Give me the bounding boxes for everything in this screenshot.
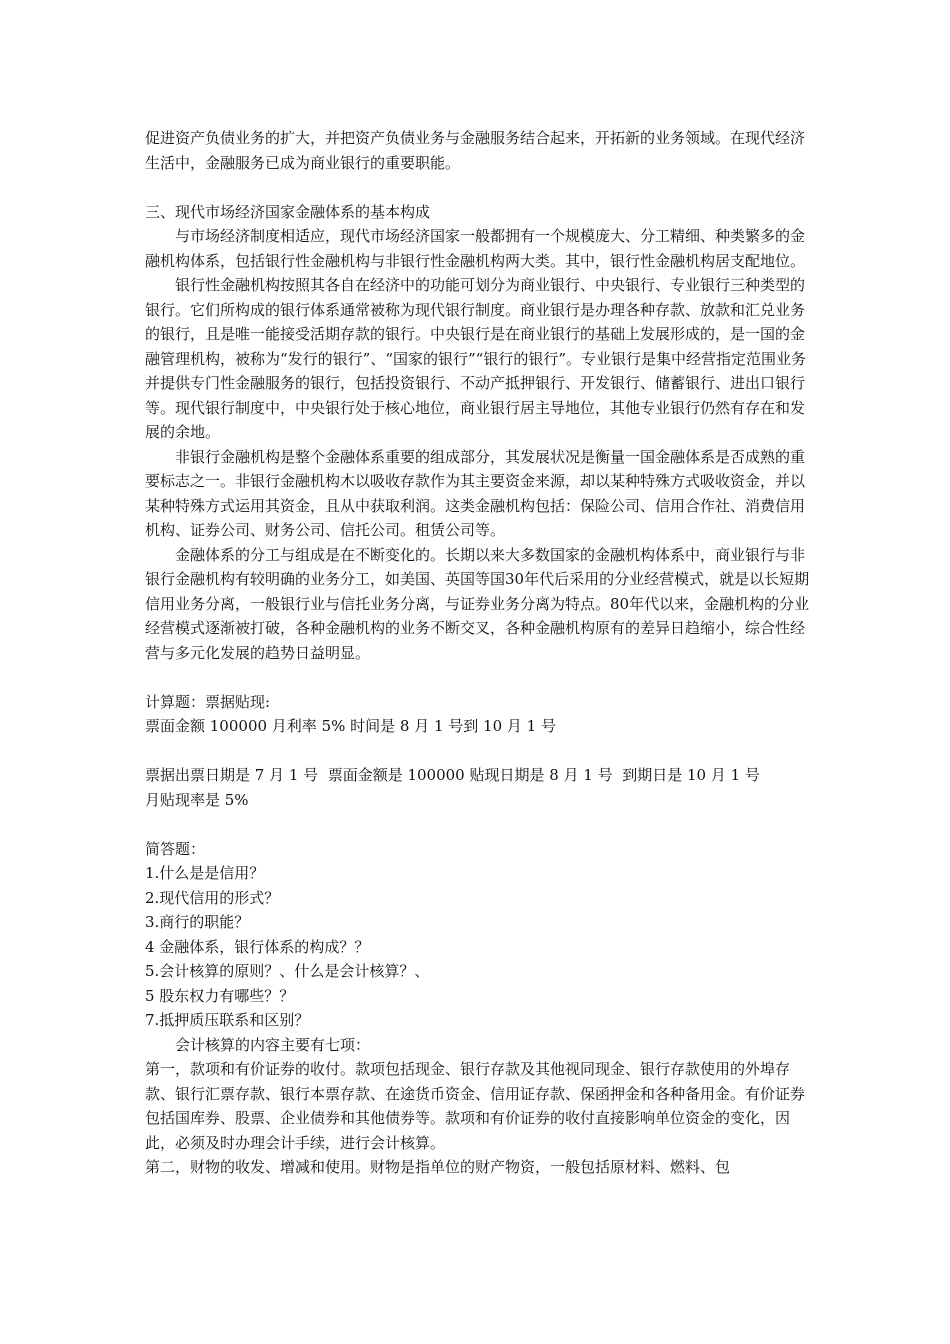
accounting-item: 第二，财物的收发、增减和使用。财物是指单位的财产物资，一般包括原材料、燃料、包 xyxy=(145,1158,731,1176)
accounting-intro: 会计核算的内容主要有七项： xyxy=(175,1035,371,1054)
paragraph-nonbank-institutions: 非银行金融机构是整个金融体系重要的组成部分，其发展状况是衡量一国金融体系是否成熟的重要标志之一。非银行金融机构木以吸收存款作为其主要资金来源，却以某种特殊方式吸收资金，并以某种特殊方式运用其资金，且从中获取利润。这类金融机构包括：保险公司、信用合作社、消费信用机构、证券公司、财务公司、信托公司。租赁公司等。 xyxy=(145,447,806,539)
question-item: 4 金融体系，银行体系的构成？？ xyxy=(145,937,370,956)
calc-line: 票面金额 100000 月利率 5% 时间是 8 月 1 号到 10 月 1 号 xyxy=(145,717,556,735)
paragraph-division-of-labor: 金融体系的分工与组成是在不断变化的。长期以来大多数国家的金融机构体系中，商业银行与非银行金融机构有较明确的业务分工，如美国、英国等国30年代后采用的分业经营模式，就是以长短期信用业务分离，一般银行业与信托业务分离，与证券业务分离为特点。80年代以来，金融机构的分业经营模式逐渐被打破，各种金融机构的业务不断交叉，各种金融机构原有的差异日趋缩小，综合性经营与多元化发展的趋势日益明显。 xyxy=(145,545,810,662)
document-body xyxy=(145,126,815,1180)
spacer xyxy=(145,175,815,200)
spacer xyxy=(145,739,815,764)
calc-line: 票据出票日期是 7 月 1 号 票面金额是 100000 贴现日期是 8 月 1 号 到期日是 10 月 1 号 xyxy=(145,766,760,784)
question-item: 1.什么是是信用？ xyxy=(145,864,265,882)
spacer xyxy=(145,665,815,690)
question-item: 7.抵押质压联系和区别？ xyxy=(145,1011,310,1029)
section-heading: 三、现代市场经济国家金融体系的基本构成 xyxy=(145,202,431,221)
calc-heading: 计算题：票据贴现: xyxy=(145,692,271,711)
calc-line: 月贴现率是 5% xyxy=(145,790,249,809)
paragraph-financial-system: 与市场经济制度相适应，现代市场经济国家一般都拥有一个规模庞大、分工精细、种类繁多的金融机构体系，包括银行性金融机构与非银行性金融机构两大类。其中，银行性金融机构居支配地位。 xyxy=(145,227,806,270)
question-item: 3.商行的职能？ xyxy=(145,913,250,931)
spacer xyxy=(145,812,815,837)
qa-heading: 简答题： xyxy=(145,839,206,858)
paragraph-bank-institutions: 银行性金融机构按照其各自在经济中的功能可划分为商业银行、中央银行、专业银行三种类型的银行。它们所构成的银行体系通常被称为现代银行制度。商业银行是办理各种存款、放款和汇兑业务的银行，且是唯一能接受活期存款的银行。中央银行是在商业银行的基础上发展形成的，是一国的金融管理机构，被称为“发行的银行”、“国家的银行”“银行的银行”。专业银行是集中经营指定范围业务并提供专门性金融服务的银行，包括投资银行、不动产抵押银行、开发银行、储蓄银行、进出口银行等。现代银行制度中，中央银行处于核心地位，商业银行居主导地位，其他专业银行仍然有存在和发展的余地。 xyxy=(145,276,807,441)
accounting-item: 第一，款项和有价证券的收付。款项包括现金、银行存款及其他视同现金、银行存款使用的外埠存款、银行汇票存款、银行本票存款、在途货币资金、信用证存款、保函押金和各种备用金。有价证券包括国库券、股票、企业债券和其他债券等。款项和有价证券的收付直接影响单位资金的变化，因此，必须及时办理会计手续，进行会计核算。 xyxy=(145,1060,806,1152)
question-item: 5.会计核算的原则？、什么是会计核算？、 xyxy=(145,962,430,980)
question-item: 2.现代信用的形式？ xyxy=(145,888,280,907)
question-item: 5 股东权力有哪些？？ xyxy=(145,986,295,1005)
intro-paragraph: 促进资产负债业务的扩大，并把资产负债业务与金融服务结合起来，开拓新的业务领域。在现代经济生活中，金融服务已成为商业银行的重要职能。 xyxy=(145,129,806,172)
